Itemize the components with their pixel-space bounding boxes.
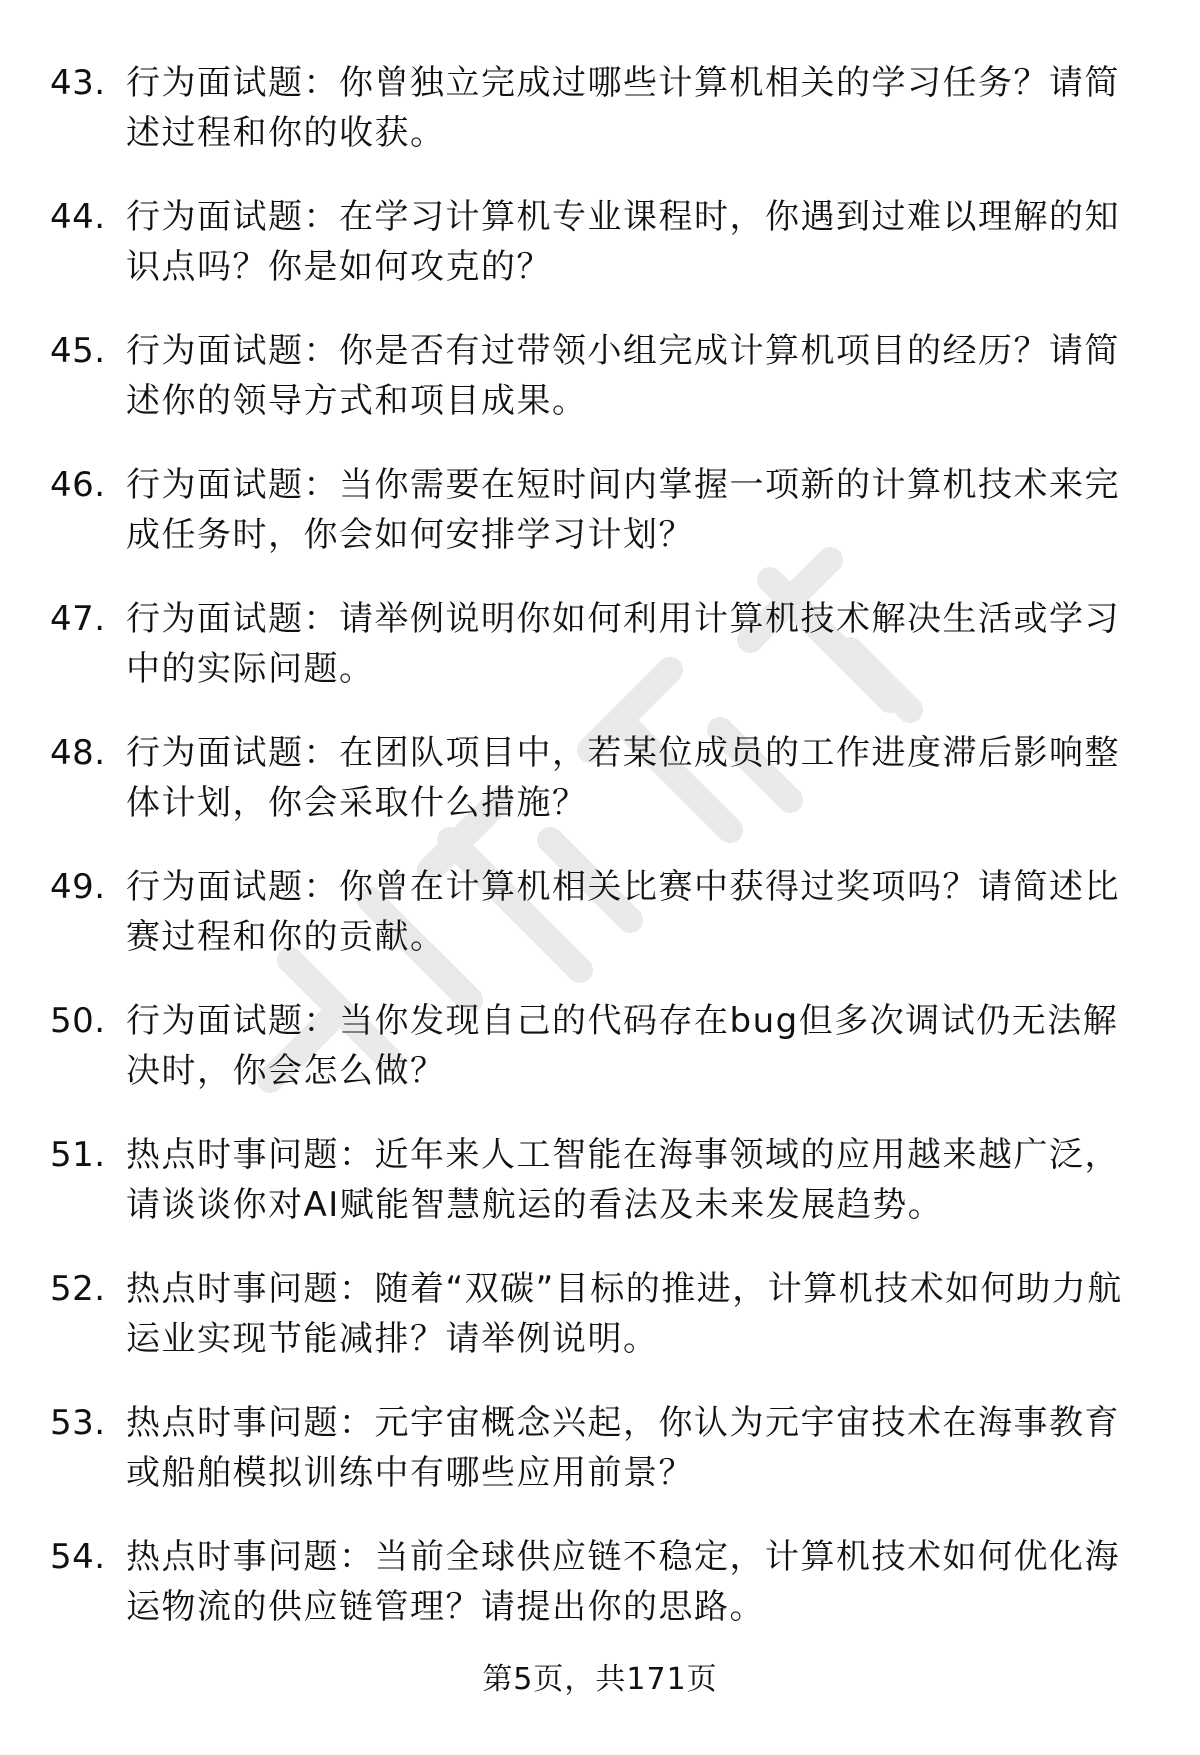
question-text: 行为面试题：你是否有过带领小组完成计算机项目的经历？请简述你的领导方式和项目成果。 bbox=[126, 331, 1120, 421]
question-text: 热点时事问题：随着“双碳”目标的推进，计算机技术如何助力航运业实现节能减排？请举例说明。 bbox=[126, 1269, 1123, 1359]
question-text: 行为面试题：在学习计算机专业课程时，你遇到过难以理解的知识点吗？你是如何攻克的？ bbox=[126, 197, 1120, 287]
question-item bbox=[50, 326, 1150, 426]
question-number: 48. bbox=[50, 733, 106, 773]
question-item bbox=[50, 460, 1150, 560]
question-list bbox=[50, 58, 1150, 1666]
question-item bbox=[50, 58, 1150, 158]
question-text: 热点时事问题：元宇宙概念兴起，你认为元宇宙技术在海事教育或船舶模拟训练中有哪些应用前景？ bbox=[126, 1403, 1120, 1493]
question-item bbox=[50, 1264, 1150, 1364]
question-number: 49. bbox=[50, 867, 106, 907]
question-text: 行为面试题：你曾独立完成过哪些计算机相关的学习任务？请简述过程和你的收获。 bbox=[126, 63, 1120, 153]
question-item bbox=[50, 192, 1150, 292]
question-number: 51. bbox=[50, 1135, 106, 1175]
question-item bbox=[50, 1130, 1150, 1230]
question-number: 50. bbox=[50, 1001, 106, 1041]
question-text: 行为面试题：当你发现自己的代码存在bug但多次调试仍无法解决时，你会怎么做？ bbox=[126, 1001, 1119, 1091]
question-item bbox=[50, 594, 1150, 694]
question-text: 行为面试题：在团队项目中，若某位成员的工作进度滞后影响整体计划，你会采取什么措施？ bbox=[126, 733, 1120, 823]
question-text: 行为面试题：请举例说明你如何利用计算机技术解决生活或学习中的实际问题。 bbox=[126, 599, 1120, 689]
question-text: 热点时事问题：当前全球供应链不稳定，计算机技术如何优化海运物流的供应链管理？请提出你的思路。 bbox=[126, 1537, 1120, 1627]
question-number: 46. bbox=[50, 465, 106, 505]
question-item bbox=[50, 728, 1150, 828]
question-item bbox=[50, 862, 1150, 962]
page-footer: 第5页，共171页 bbox=[482, 1662, 718, 1697]
question-text: 行为面试题：你曾在计算机相关比赛中获得过奖项吗？请简述比赛过程和你的贡献。 bbox=[126, 867, 1120, 957]
question-number: 44. bbox=[50, 197, 106, 237]
question-number: 45. bbox=[50, 331, 106, 371]
question-number: 43. bbox=[50, 63, 106, 103]
question-number: 52. bbox=[50, 1269, 106, 1309]
question-item bbox=[50, 1398, 1150, 1498]
question-text: 热点时事问题：近年来人工智能在海事领域的应用越来越广泛，请谈谈你对AI赋能智慧航运的看法及未来发展趋势。 bbox=[126, 1135, 1120, 1225]
question-text: 行为面试题：当你需要在短时间内掌握一项新的计算机技术来完成任务时，你会如何安排学习计划？ bbox=[126, 465, 1120, 555]
question-item bbox=[50, 1532, 1150, 1632]
question-number: 53. bbox=[50, 1403, 106, 1443]
question-number: 47. bbox=[50, 599, 106, 639]
question-number: 54. bbox=[50, 1537, 106, 1577]
question-item bbox=[50, 996, 1150, 1096]
